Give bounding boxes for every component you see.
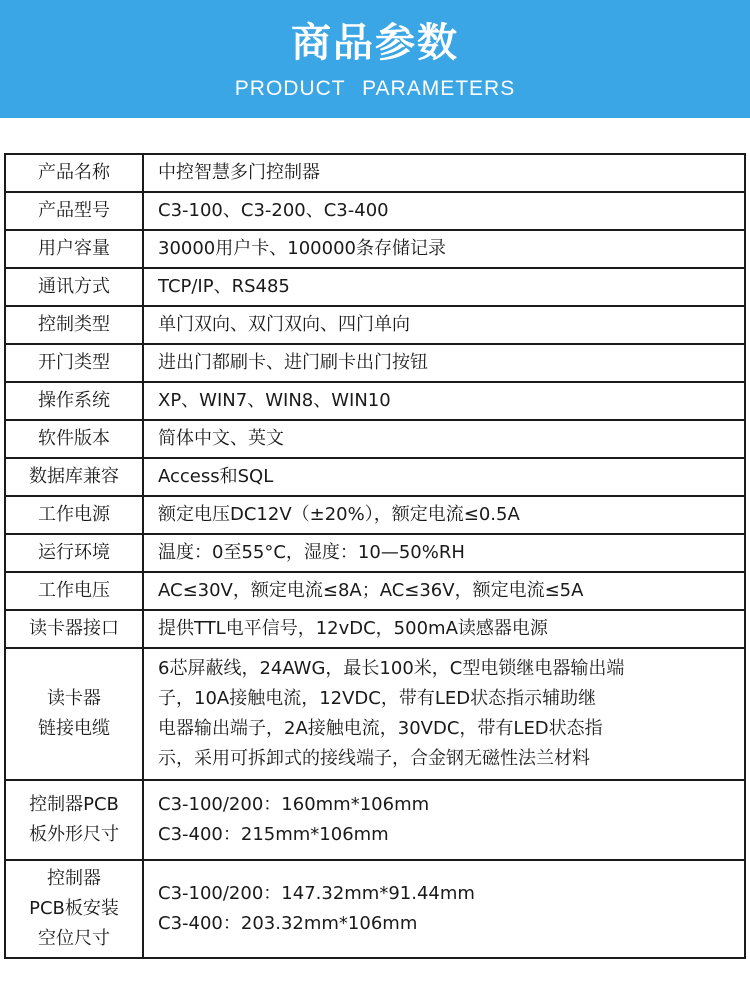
- table-row: [5, 534, 745, 572]
- table-row: [5, 306, 745, 344]
- param-label: 通讯方式: [5, 268, 143, 306]
- param-label: 读卡器接口: [5, 610, 143, 648]
- param-value-line: 电器输出端子，2A接触电流，30VDC，带有LED状态指: [158, 718, 603, 739]
- param-label: [5, 648, 143, 780]
- param-label: 软件版本: [5, 420, 143, 458]
- param-value: 进出门都刷卡、进门刷卡出门按钮: [143, 344, 745, 382]
- param-value: XP、WIN7、WIN8、WIN10: [143, 382, 745, 420]
- header-banner: [0, 0, 750, 118]
- param-label-line: 控制器: [47, 868, 101, 889]
- table-row: [5, 268, 745, 306]
- param-value: [143, 780, 745, 860]
- param-value: 温度：0至55°C，湿度：10—50%RH: [143, 534, 745, 572]
- table-row: [5, 780, 745, 860]
- param-value: 额定电压DC12V（±20%），额定电流≤0.5A: [143, 496, 745, 534]
- param-label: [5, 780, 143, 860]
- param-label: 产品型号: [5, 192, 143, 230]
- param-label: [5, 860, 143, 958]
- param-value-line: C3-400：203.32mm*106mm: [158, 913, 418, 934]
- table-row: [5, 382, 745, 420]
- param-value: [143, 648, 745, 780]
- param-value-line: C3-100/200：160mm*106mm: [158, 794, 430, 815]
- param-value-line: 6芯屏蔽线，24AWG，最长100米，C型电锁继电器输出端: [158, 658, 625, 679]
- param-label-line: 控制器PCB: [29, 794, 119, 815]
- param-value: 简体中文、英文: [143, 420, 745, 458]
- param-label: 开门类型: [5, 344, 143, 382]
- param-value: 30000用户卡、100000条存储记录: [143, 230, 745, 268]
- param-label: 操作系统: [5, 382, 143, 420]
- param-label: 用户容量: [5, 230, 143, 268]
- param-label-line: 板外形尺寸: [29, 824, 119, 845]
- table-row: [5, 420, 745, 458]
- table-row: [5, 344, 745, 382]
- param-value-line: 子，10A接触电流，12VDC，带有LED状态指示辅助继: [158, 688, 597, 709]
- table-row: [5, 610, 745, 648]
- table-row: [5, 458, 745, 496]
- param-label-line: 链接电缆: [38, 718, 110, 739]
- table-row: [5, 572, 745, 610]
- param-value: C3-100、C3-200、C3-400: [143, 192, 745, 230]
- product-parameters-table: [4, 153, 746, 959]
- param-label: 产品名称: [5, 154, 143, 192]
- table-row: [5, 648, 745, 780]
- param-label: 工作电源: [5, 496, 143, 534]
- param-value: AC≤30V，额定电流≤8A；AC≤36V，额定电流≤5A: [143, 572, 745, 610]
- param-value: 中控智慧多门控制器: [143, 154, 745, 192]
- param-label: 工作电压: [5, 572, 143, 610]
- table-row: [5, 230, 745, 268]
- table-row: [5, 154, 745, 192]
- param-value: Access和SQL: [143, 458, 745, 496]
- param-value: TCP/IP、RS485: [143, 268, 745, 306]
- param-value-line: C3-100/200：147.32mm*91.44mm: [158, 883, 475, 904]
- page-title: 商品参数: [291, 20, 459, 66]
- param-label-line: 空位尺寸: [38, 928, 110, 949]
- param-value: 单门双向、双门双向、四门单向: [143, 306, 745, 344]
- param-label: 控制类型: [5, 306, 143, 344]
- table-row: [5, 192, 745, 230]
- param-label: 数据库兼容: [5, 458, 143, 496]
- param-label: 运行环境: [5, 534, 143, 572]
- param-label-line: 读卡器: [47, 688, 101, 709]
- param-value-line: C3-400：215mm*106mm: [158, 824, 389, 845]
- table-row: [5, 860, 745, 958]
- param-value: 提供TTL电平信号，12vDC，500mA读感器电源: [143, 610, 745, 648]
- page-subtitle: PRODUCT PARAMETERS: [234, 77, 516, 100]
- table-row: [5, 496, 745, 534]
- param-value-line: 示，采用可拆卸式的接线端子，合金钢无磁性法兰材料: [158, 748, 590, 769]
- param-value: [143, 860, 745, 958]
- param-label-line: PCB板安装: [29, 898, 119, 919]
